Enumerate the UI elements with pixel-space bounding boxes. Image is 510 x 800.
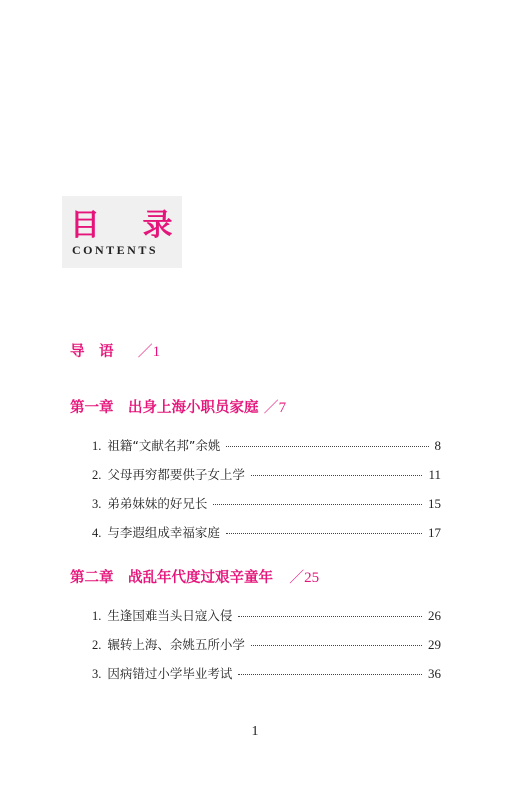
chapter-1-heading[interactable] (70, 396, 286, 417)
chapter-2-heading[interactable] (70, 566, 319, 587)
entry-title: 祖籍“文献名邦”余姚 (107, 438, 221, 453)
intro-heading[interactable] (70, 340, 160, 361)
toc-title: 目 录 (70, 208, 189, 243)
dot-leader (251, 645, 422, 646)
entry-number: 2. (92, 638, 102, 652)
toc-entry[interactable] (92, 635, 441, 655)
toc-subtitle: CONTENTS (72, 243, 159, 257)
entry-number: 1. (92, 439, 102, 453)
dot-leader (251, 475, 423, 476)
intro-label: 导 语 (70, 344, 114, 360)
toc-entry[interactable] (92, 523, 441, 543)
entry-number: 3. (92, 667, 102, 681)
dot-leader (226, 533, 422, 534)
entry-number: 1. (92, 609, 102, 623)
dot-leader (226, 446, 428, 447)
dot-leader (213, 504, 422, 505)
chapter-1-page: ／7 (263, 400, 287, 416)
chapter-2-page: ／25 (289, 570, 320, 586)
entry-page: 11 (428, 467, 441, 482)
entry-page: 26 (428, 608, 441, 623)
entry-number: 2. (92, 468, 102, 482)
toc-entry[interactable] (92, 664, 441, 684)
toc-entry[interactable] (92, 465, 441, 485)
entry-page: 29 (428, 637, 441, 652)
entry-title: 因病错过小学毕业考试 (107, 666, 233, 681)
entry-page: 15 (428, 496, 441, 511)
entry-page: 36 (428, 666, 441, 681)
dot-leader (238, 674, 422, 675)
toc-entry[interactable] (92, 606, 441, 626)
entry-number: 3. (92, 497, 102, 511)
page-number: 1 (251, 724, 259, 739)
dot-leader (238, 616, 422, 617)
intro-page: ／1 (137, 344, 161, 360)
entry-title: 与李遐组成幸福家庭 (107, 525, 220, 540)
entry-title: 弟弟妹妹的好兄长 (107, 496, 208, 511)
entry-title: 父母再穷都要供子女上学 (107, 467, 245, 482)
toc-entry[interactable] (92, 494, 441, 514)
toc-entry[interactable] (92, 436, 441, 456)
entry-number: 4. (92, 526, 102, 540)
entry-title: 辗转上海、余姚五所小学 (107, 637, 245, 652)
chapter-1-label: 第一章 出身上海小职员家庭 (70, 400, 259, 416)
entry-page: 17 (428, 525, 441, 540)
entry-title: 生逢国难当头日寇入侵 (107, 608, 233, 623)
chapter-2-label: 第二章 战乱年代度过艰辛童年 (70, 570, 273, 586)
entry-page: 8 (434, 438, 441, 453)
